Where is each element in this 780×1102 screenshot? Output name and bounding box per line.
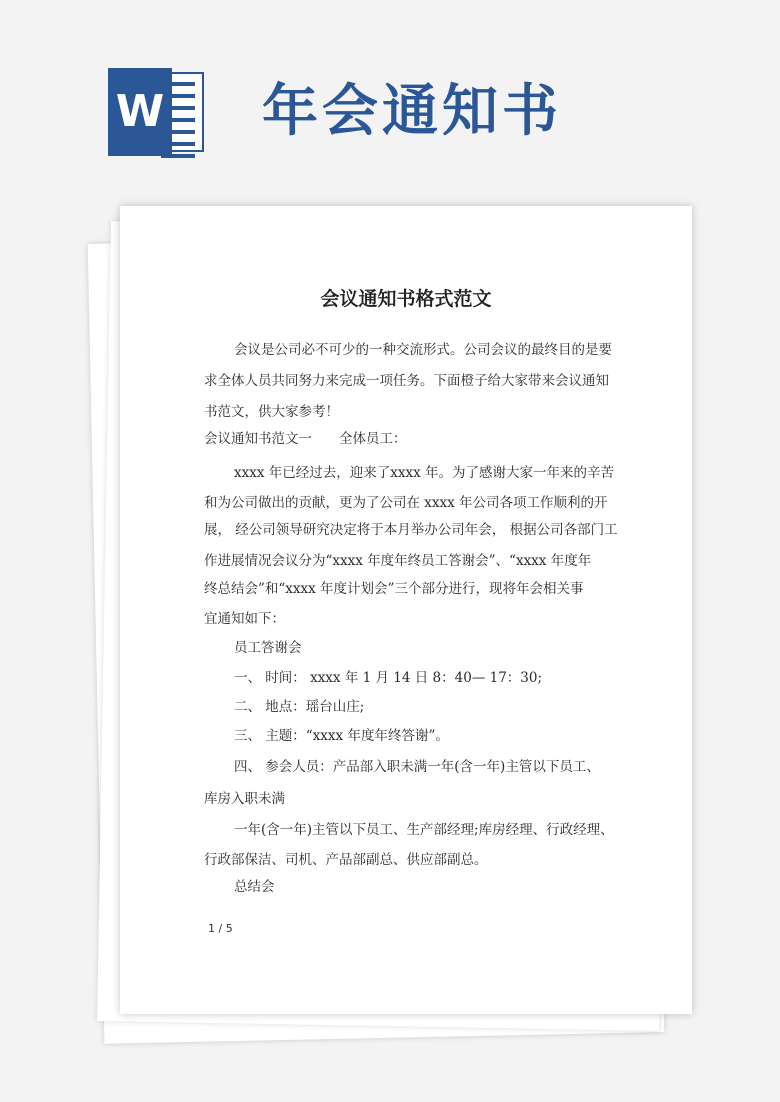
body-line: 一年(含一年)主管以下员工、生产部经理;库房经理、行政经理、 (234, 822, 614, 838)
list-item: 一、 时间： xxxx 年 1 月 14 日 8：40— 17：30; (234, 670, 543, 686)
body-line: 作进展情况会议分为“xxxx 年度年终员工答谢会”、“xxxx 年度年 (204, 553, 592, 569)
page-number: 1 / 5 (208, 922, 233, 935)
banner-title: 年会通知书 (262, 79, 562, 144)
section-heading: 总结会 (234, 879, 275, 895)
body-line: 宜通知如下： (204, 611, 285, 627)
body-line: 和为公司做出的贡献，更为了公司在 xxxx 年公司各项工作顺利的开 (204, 495, 608, 511)
document-title: 会议通知书格式范文 (320, 288, 492, 310)
body-line: 展， 经公司领导研究决定将于本月举办公司年会， 根据公司各部门工 (204, 522, 618, 538)
body-line: 行政部保洁、司机、产品部副总、供应部副总。 (204, 852, 488, 868)
body-line: 库房入职未满 (204, 791, 285, 807)
list-item: 三、 主题：“xxxx 年度年终答谢”。 (234, 728, 449, 744)
word-logo-letter: W (108, 68, 172, 156)
list-item: 四、 参会人员：产品部入职未满一年(含一年)主管以下员工、 (234, 759, 600, 775)
header-banner (0, 0, 780, 200)
body-line: 会议通知书范文一 全体员工： (204, 431, 407, 447)
list-item: 二、 地点：瑶台山庄; (234, 699, 365, 715)
body-line: 终总结会”和“xxxx 年度计划会”三个部分进行，现将年会相关事 (204, 581, 584, 597)
body-line: 书范文，供大家参考！ (204, 404, 339, 420)
body-line: 会议是公司必不可少的一种交流形式。公司会议的最终目的是要 (234, 342, 612, 358)
document-page (120, 206, 692, 1014)
body-line: 求全体人员共同努力来完成一项任务。下面橙子给大家带来会议通知 (204, 373, 609, 389)
body-line: xxxx 年已经过去，迎来了xxxx 年。为了感谢大家一年来的辛苦 (234, 465, 614, 481)
section-heading: 员工答谢会 (234, 640, 302, 656)
word-document-icon (108, 68, 208, 156)
